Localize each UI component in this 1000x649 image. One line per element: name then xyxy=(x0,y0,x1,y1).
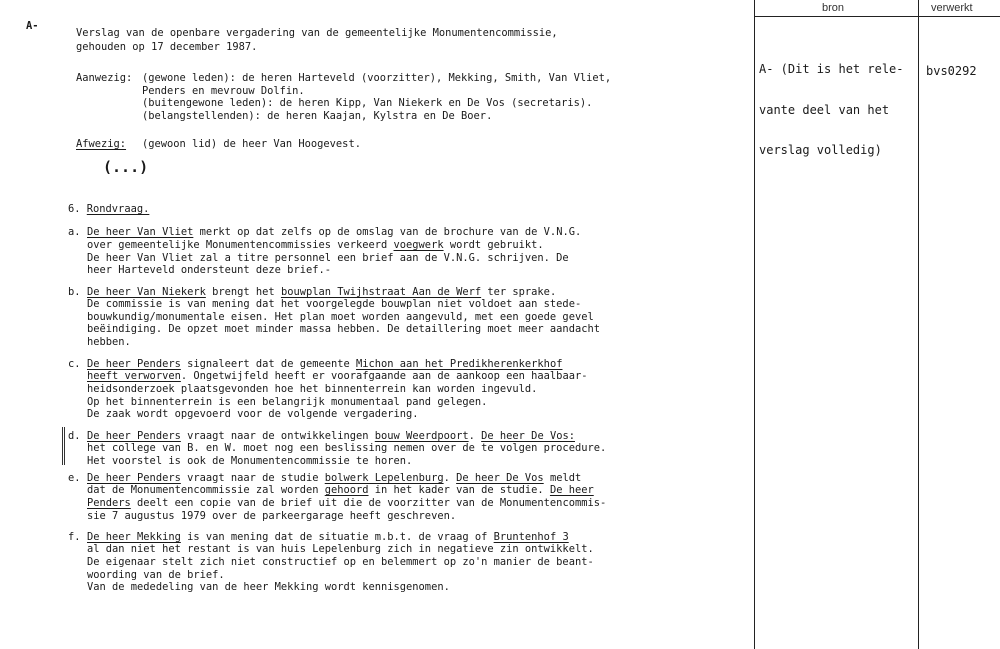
omission-ellipsis: (...) xyxy=(103,158,149,176)
section-heading: 6. Rondvraag. xyxy=(68,203,150,215)
item-a-line-2: over gemeentelijke Monumentencommissies verkeerd voegwerk wordt gebruikt. xyxy=(87,239,544,251)
item-c-letter: c. xyxy=(68,358,81,370)
afwezig-label: Afwezig: xyxy=(76,138,127,150)
item-c-line-3: heidsonderzoek plaatsgevonden hoe het binnenterrein kan worden ingevuld. xyxy=(87,383,538,395)
processed-code: bvs0292 xyxy=(926,64,977,78)
aanwezig-line-3: (buitengewone leden): de heren Kipp, Van Niekerk en De Vos (secretaris). xyxy=(142,97,593,109)
item-c-line-4: Op het binnenterrein is een belangrijk monumentaal pand gelegen. xyxy=(87,396,488,408)
item-d-line-2: het college van B. en W. moet nog een beslissing nemen over de te volgen procedure. xyxy=(87,442,607,454)
aanwezig-line-2: Penders en mevrouw Dolfin. xyxy=(142,85,305,97)
aanwezig-label: Aanwezig: xyxy=(76,72,133,84)
intro-line-2: gehouden op 17 december 1987. xyxy=(76,41,258,53)
source-note-line-3: verslag volledig) xyxy=(759,143,882,157)
item-f-line-3: De eigenaar stelt zich niet constructief op en belemmert op zo'n manier de beant- xyxy=(87,556,594,568)
item-a-line-1: De heer Van Vliet merkt op dat zelfs op de omslag van de brochure van de V.N.G. xyxy=(87,226,582,238)
aanwezig-line-1: (gewone leden): de heren Harteveld (voorzitter), Mekking, Smith, Van Vliet, xyxy=(142,72,612,84)
margin-mark: A- xyxy=(26,20,39,32)
item-f-line-4: woording van de brief. xyxy=(87,569,225,581)
item-c-line-1: De heer Penders signaleert dat de gemeente Michon aan het Predikherenkerkhof xyxy=(87,358,563,370)
item-d-line-3: Het voorstel is ook de Monumentencommissie te horen. xyxy=(87,455,413,467)
item-d-letter: d. xyxy=(68,430,81,442)
afwezig-text: (gewoon lid) de heer Van Hoogevest. xyxy=(142,138,361,150)
item-e-letter: e. xyxy=(68,472,81,484)
item-b-line-1: De heer Van Niekerk brengt het bouwplan Twijhstraat Aan de Werf ter sprake. xyxy=(87,286,557,298)
item-e-line-4: sie 7 augustus 1979 over de parkeergarage heeft geschreven. xyxy=(87,510,457,522)
header-rule xyxy=(754,16,1000,17)
item-f-line-5: Van de mededeling van de heer Mekking wordt kennisgenomen. xyxy=(87,581,450,593)
column-divider xyxy=(754,0,755,649)
margin-bar xyxy=(64,427,65,465)
item-a-line-3: De heer Van Vliet zal a titre personnel een brief aan de V.N.G. schrijven. De xyxy=(87,252,569,264)
item-e-line-3: Penders deelt een copie van de brief uit die de voorzitter van de Monumentencommis- xyxy=(87,497,607,509)
source-note-line-1: A- (Dit is het rele- xyxy=(759,62,904,76)
item-b-line-4: beëindiging. De opzet moet minder massa hebben. De detaillering moet meer aandacht xyxy=(87,323,600,335)
item-b-line-2: De commissie is van mening dat het voorgelegde bouwplan niet voldoet aan stede- xyxy=(87,298,582,310)
aanwezig-line-4: (belangstellenden): de heren Kaajan, Kylstra en De Boer. xyxy=(142,110,493,122)
source-note-line-2: vante deel van het xyxy=(759,102,890,117)
item-b-letter: b. xyxy=(68,286,81,298)
item-b-line-3: bouwkundig/monumentale eisen. Het plan moet worden aangevuld, met een goede gevel xyxy=(87,311,594,323)
item-c-line-5: De zaak wordt opgevoerd voor de volgende vergadering. xyxy=(87,408,419,420)
margin-bar xyxy=(62,427,63,465)
item-c-line-2: heeft verworven. Ongetwijfeld heeft er voorafgaande aan de aankoop een haalbaar- xyxy=(87,370,588,382)
item-e-line-1: De heer Penders vraagt naar de studie bolwerk Lepelenburg. De heer De Vos meldt xyxy=(87,472,582,484)
column-header-verwerkt: verwerkt xyxy=(931,2,973,14)
item-a-letter: a. xyxy=(68,226,81,238)
item-e-line-2: dat de Monumentencommissie zal worden gehoord in het kader van de studie. De heer xyxy=(87,484,594,496)
item-d-line-1: De heer Penders vraagt naar de ontwikkelingen bouw Weerdpoort. De heer De Vos: xyxy=(87,430,575,442)
column-header-bron: bron xyxy=(822,2,845,14)
item-f-line-2: al dan niet het restant is van huis Lepelenburg zich in negatieve zin ontwikkelt. xyxy=(87,543,594,555)
intro-line-1: Verslag van de openbare vergadering van de gemeentelijke Monumentencommissie, xyxy=(76,27,558,39)
source-note xyxy=(759,36,904,185)
item-f-line-1: De heer Mekking is van mening dat de situatie m.b.t. de vraag of Bruntenhof 3 xyxy=(87,531,569,543)
item-a-line-4: heer Harteveld ondersteunt deze brief.- xyxy=(87,264,331,276)
item-b-line-5: hebben. xyxy=(87,336,131,348)
item-f-letter: f. xyxy=(68,531,81,543)
column-divider xyxy=(918,0,919,649)
